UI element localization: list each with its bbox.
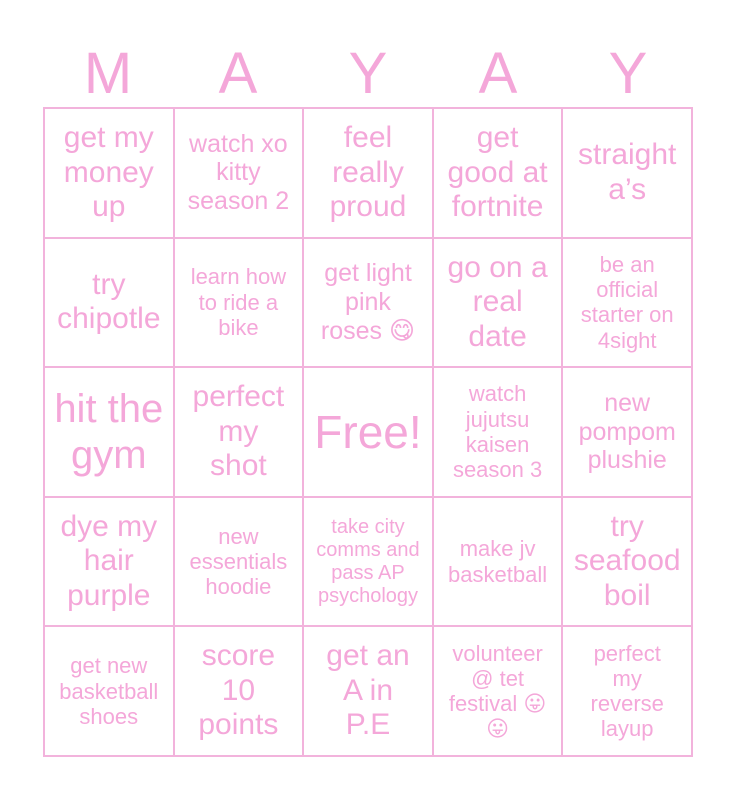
bingo-cell-r4c4[interactable]: make jv basketball — [433, 497, 563, 627]
bingo-cell-free-space[interactable]: Free! — [303, 367, 433, 497]
bingo-cell-r3c2[interactable]: perfect my shot — [174, 367, 304, 497]
bingo-header — [43, 40, 693, 108]
bingo-cell-r5c5[interactable]: perfect my reverse layup — [562, 626, 692, 756]
bingo-cell-r2c1[interactable]: try chipotle — [44, 238, 174, 368]
bingo-cell-r2c4[interactable]: go on a real date — [433, 238, 563, 368]
header-letter-4: A — [478, 41, 518, 106]
bingo-cell-r4c1[interactable]: dye my hair purple — [44, 497, 174, 627]
bingo-cell-r5c2[interactable]: score 10 points — [174, 626, 304, 756]
bingo-cell-r4c3[interactable]: take city comms and pass AP psychology — [303, 497, 433, 627]
bingo-cell-r1c4[interactable]: get good at fortnite — [433, 108, 563, 238]
bingo-grid — [43, 107, 693, 757]
bingo-cell-r5c1[interactable]: get new basketball shoes — [44, 626, 174, 756]
bingo-cell-r1c5[interactable]: straight a’s — [562, 108, 692, 238]
bingo-cell-r3c1[interactable]: hit the gym — [44, 367, 174, 497]
bingo-cell-r1c1[interactable]: get my money up — [44, 108, 174, 238]
bingo-cell-r3c4[interactable]: watch jujutsu kaisen season 3 — [433, 367, 563, 497]
bingo-cell-r4c2[interactable]: new essentials hoodie — [174, 497, 304, 627]
bingo-cell-r2c3[interactable]: get light pink roses 😋 — [303, 238, 433, 368]
bingo-cell-r2c5[interactable]: be an official starter on 4sight — [562, 238, 692, 368]
header-letter-3: Y — [348, 41, 388, 106]
header-letter-1: M — [83, 41, 133, 106]
bingo-cell-r2c2[interactable]: learn how to ride a bike — [174, 238, 304, 368]
bingo-cell-r3c5[interactable]: new pompom plushie — [562, 367, 692, 497]
bingo-cell-r1c3[interactable]: feel really proud — [303, 108, 433, 238]
bingo-cell-r1c2[interactable]: watch xo kitty season 2 — [174, 108, 304, 238]
bingo-cell-r5c3[interactable]: get an A in P.E — [303, 626, 433, 756]
bingo-cell-r5c4[interactable]: volunteer @ tet festival 😛 😛 — [433, 626, 563, 756]
bingo-cell-r4c5[interactable]: try seafood boil — [562, 497, 692, 627]
header-letter-2: A — [218, 41, 258, 106]
header-letter-5: Y — [608, 41, 648, 106]
